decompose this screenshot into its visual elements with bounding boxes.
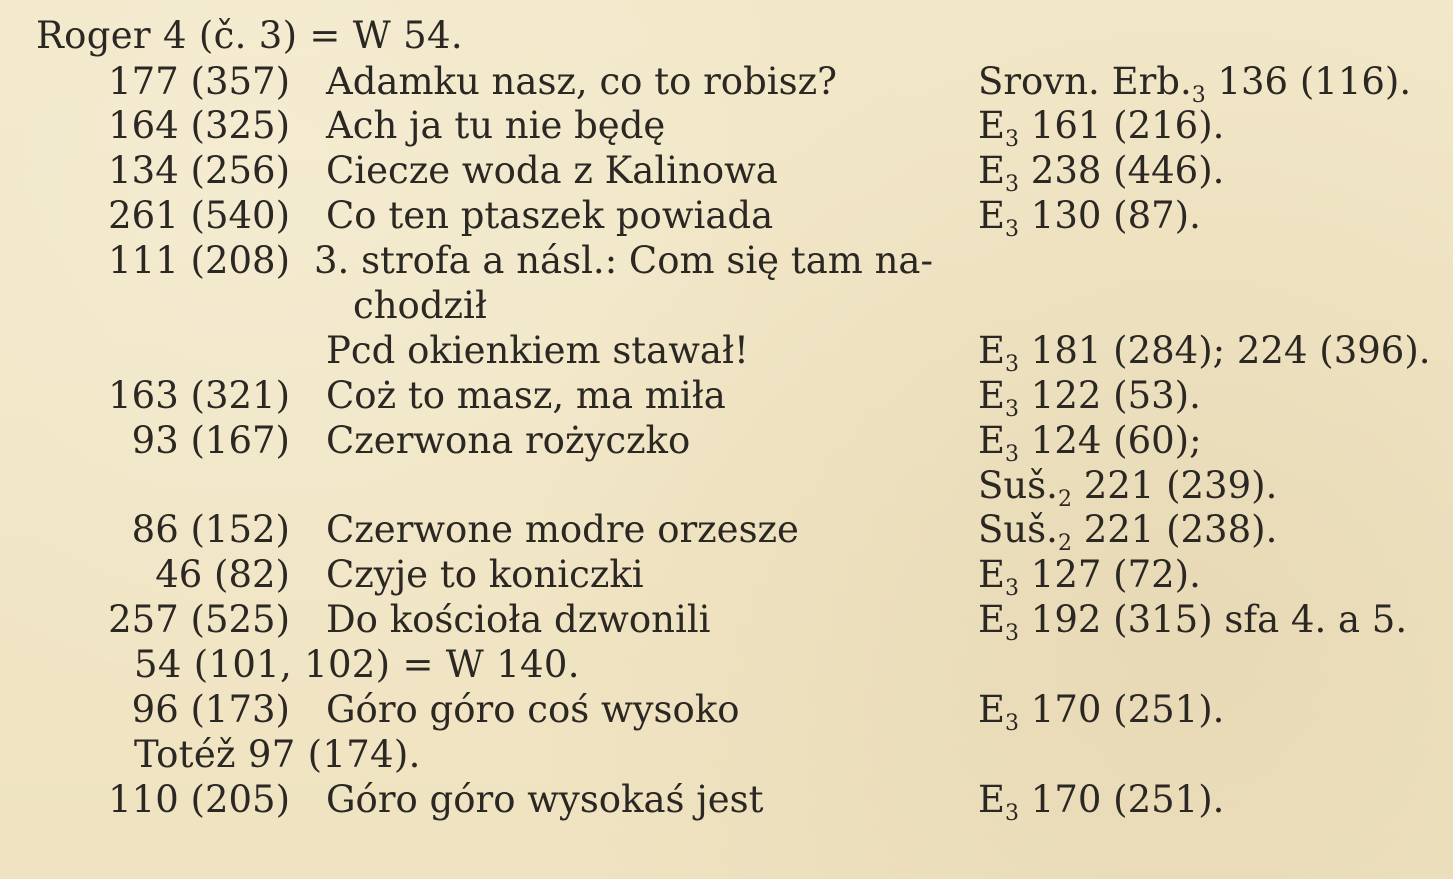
entry-title-continuation: chodził [353,284,487,327]
entry-number: 111 (208) [108,239,290,282]
header-line: Roger 4 (č. 3) = W 54. [36,14,463,57]
entry-number: 134 (256) [108,149,290,192]
cross-reference-line: Totéž 97 (174). [134,733,421,776]
entry-reference: $Suš._2$ 221 (239). [978,464,1278,512]
entry-reference: $E_3$ 170 (251). [978,688,1225,736]
entry-reference: $Suš._2$ 221 (238). [978,508,1278,556]
entry-title: Góro góro coś wysoko [326,688,740,731]
entry-title: Adamku nasz, co to robisz? [326,60,837,103]
entry-reference: $E_3$ 181 (284); 224 (396). [978,329,1431,377]
entry-reference: Srovn. $Erb._3$ 136 (116). [978,60,1412,108]
entry-title: Pcd okienkiem stawał! [326,329,749,372]
entry-reference: $E_3$ 161 (216). [978,104,1225,152]
entry-reference: $E_3$ 124 (60); [978,419,1202,467]
entry-title: Do kościoła dzwonili [326,598,711,641]
entry-number: 86 (152) [131,508,290,551]
entry-reference: $E_3$ 127 (72). [978,553,1201,601]
entry-title: Ach ja tu nie będę [326,104,666,147]
entry-title: Co ten ptaszek powiada [326,194,774,237]
entry-title: 3. strofa a násl.: Com się tam na- [314,239,933,282]
entry-number: 261 (540) [108,194,290,237]
entry-title: Czyje to koniczki [326,553,644,596]
entry-number: 177 (357) [108,60,290,103]
entry-reference: $E_3$ 192 (315) sfa 4. a 5. [978,598,1408,646]
entry-number: 93 (167) [131,419,290,462]
entry-title: Czerwona rożyczko [326,419,691,462]
entry-reference: $E_3$ 238 (446). [978,149,1225,197]
entry-reference: $E_3$ 170 (251). [978,778,1225,826]
entry-title: Coż to masz, ma miła [326,374,726,417]
entry-number: 46 (82) [155,553,290,596]
entry-number: 96 (173) [131,688,290,731]
entry-number: 257 (525) [108,598,290,641]
entry-number: 163 (321) [108,374,290,417]
entry-title: Góro góro wysokaś jest [326,778,764,821]
entry-title: Czerwone modre orzesze [326,508,799,551]
entry-reference: $E_3$ 122 (53). [978,374,1201,422]
cross-reference-line: 54 (101, 102) = W 140. [134,643,580,686]
entry-title: Ciecze woda z Kalinowa [326,149,778,192]
entry-number: 110 (205) [108,778,290,821]
entry-reference: $E_3$ 130 (87). [978,194,1201,242]
entry-number: 164 (325) [108,104,290,147]
